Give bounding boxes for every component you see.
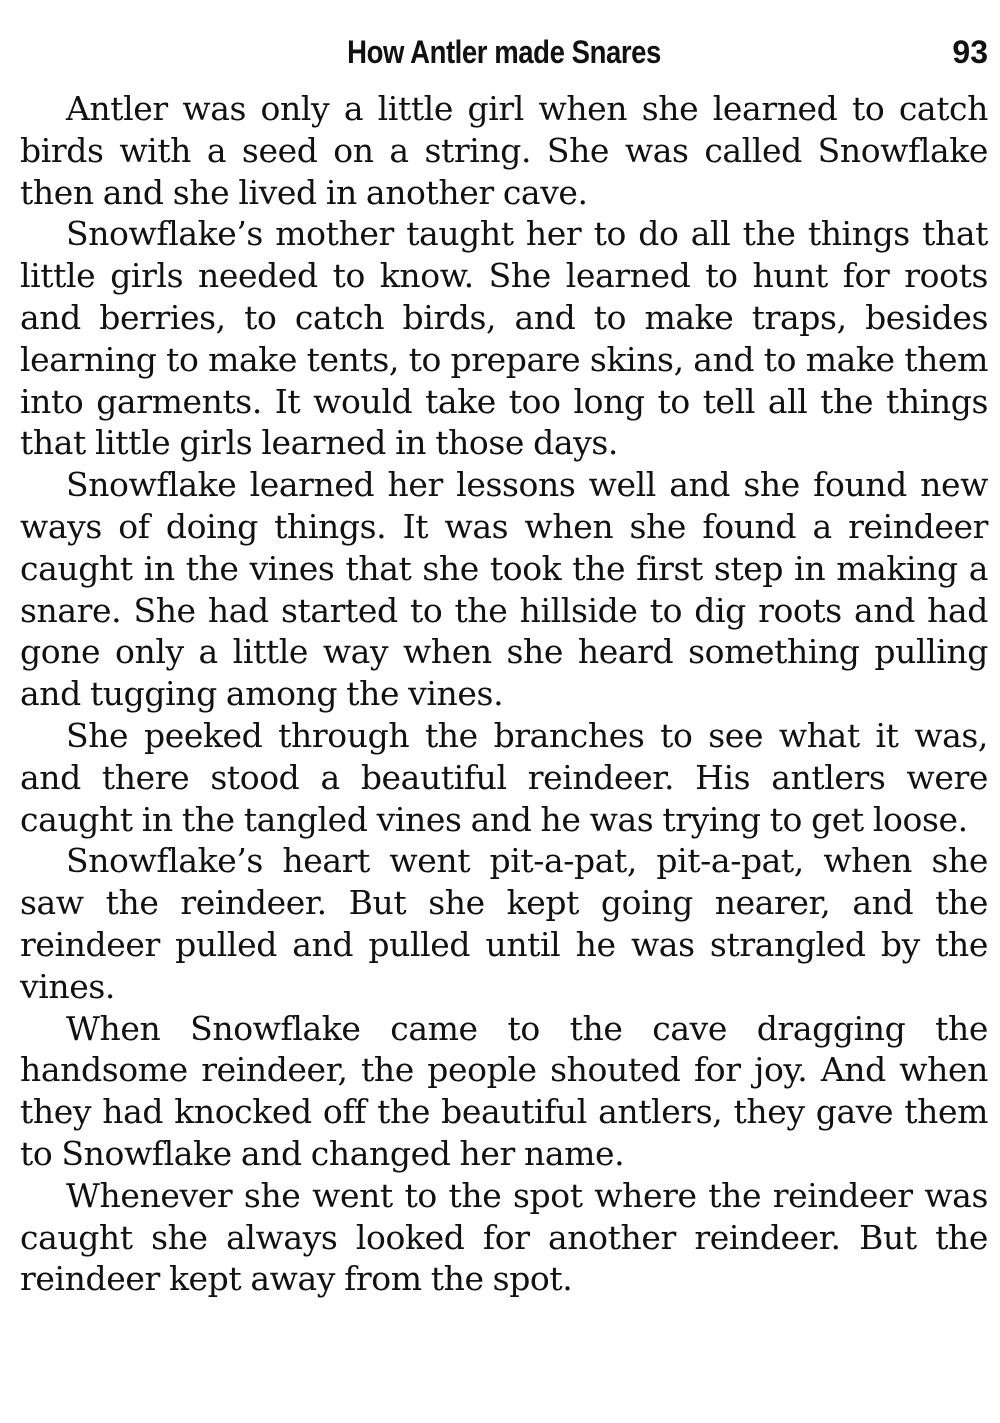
running-header bbox=[20, 34, 988, 88]
paragraph: Antler was only a little girl when she learned to catch birds with a seed on a string. She was called Snowflake then and she lived in another cave. bbox=[20, 89, 988, 212]
chapter-title: How Antler made Snares bbox=[347, 34, 661, 70]
paragraph: She peeked through the branches to see what it was, and there stood a beautiful reindeer. His antlers were caught in the tangled vines and he was trying to get loose. bbox=[20, 715, 988, 839]
paragraph: Snowflake learned her lessons well and she found new ways of doing things. It was when she found a reindeer caught in the vines that she took the first step in making a snare. She had started to the hillside to dig roots and had gone only a little way when she heard something pulling and tugging among the vines. bbox=[20, 465, 988, 714]
paragraph: Snowflake’s heart went pit-a-pat, pit-a-pat, when she saw the reindeer. But she kept going nearer, and the reindeer pulled and pulled until he was strangled by the vines. bbox=[20, 841, 988, 1006]
paragraph: Snowflake’s mother taught her to do all the things that little girls needed to know. She learned to hunt for roots and berries, to catch birds, and to make traps, besides learning to make tents, to prepare skins, and to make them into garments. It would take too long to tell all the things that little girls learned in those days. bbox=[20, 214, 988, 463]
body-text bbox=[20, 88, 988, 1300]
book-page bbox=[20, 34, 988, 1300]
paragraph: Whenever she went to the spot where the reindeer was caught she always looked for another reindeer. But the reindeer kept away from the spot. bbox=[20, 1175, 988, 1299]
paragraph: When Snowflake came to the cave dragging the handsome reindeer, the people shouted for joy. And when they had knocked off the beautiful antlers, they gave them to Snowflake and changed her name. bbox=[20, 1008, 988, 1173]
page-number: 93 bbox=[952, 34, 988, 70]
